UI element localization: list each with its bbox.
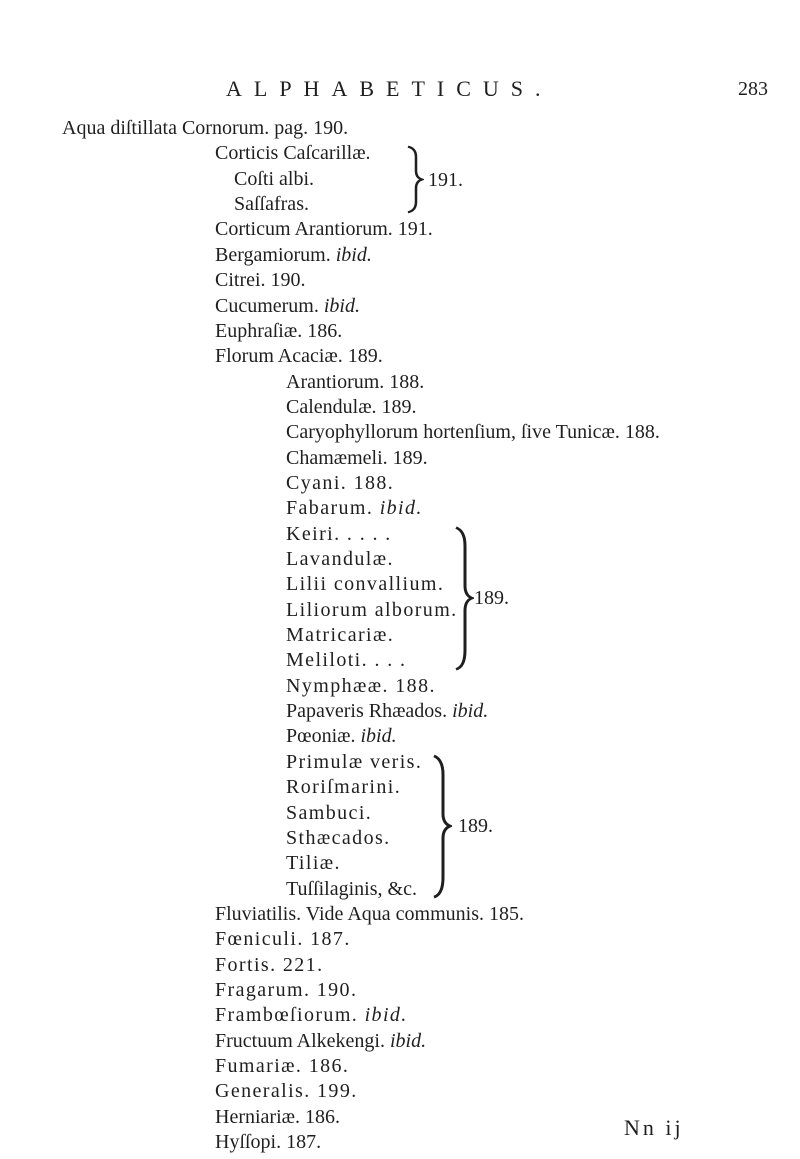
index-line: Meliloti. . . . — [286, 649, 407, 672]
index-line: Pœoniæ. ibid. — [286, 725, 397, 748]
index-line: Citrei. 190. — [215, 269, 306, 292]
index-line: Calendulæ. 189. — [286, 395, 417, 418]
brace-page-ref: 189. — [474, 587, 509, 609]
index-line: Herniariæ. 186. — [215, 1105, 340, 1128]
index-line: Fœniculi. 187. — [215, 928, 351, 951]
index-line: Arantiorum. 188. — [286, 370, 425, 393]
index-line: Florum Acaciæ. 189. — [215, 345, 383, 368]
index-line: Bergamiorum. ibid. — [215, 243, 372, 266]
index-line: Nymphææ. 188. — [286, 674, 436, 697]
brace-icon — [430, 754, 452, 899]
index-line: Fragarum. 190. — [215, 978, 358, 1001]
index-line: Cucumerum. ibid. — [215, 294, 360, 317]
brace-page-ref: 191. — [428, 168, 463, 191]
index-line: Matricariæ. — [286, 624, 395, 646]
brace-icon — [452, 526, 474, 671]
brace-icon — [404, 145, 424, 214]
index-line: Hyſſopi. 187. — [215, 1131, 322, 1153]
brace-page-ref: 189. — [458, 815, 493, 838]
page-number: 283 — [738, 78, 768, 100]
index-line: Primulæ veris. — [286, 750, 423, 773]
index-line: Sambuci. — [286, 801, 373, 824]
index-line: Corticis Caſcarillæ. — [215, 142, 371, 165]
index-line: Cyani. 188. — [286, 471, 395, 494]
index-line: Frambœſiorum. ibid. — [215, 1004, 408, 1027]
index-line: Lilii convallium. — [286, 573, 445, 596]
index-line: Liliorum alborum. — [286, 598, 458, 621]
index-line: Corticum Arantiorum. 191. — [215, 218, 433, 241]
index-line: Sthæcados. — [286, 826, 391, 849]
signature-mark: Nn ij — [624, 1114, 684, 1140]
index-line: Generalis. 199. — [215, 1080, 358, 1103]
index-line: Fumariæ. 186. — [215, 1055, 350, 1077]
index-line: Keiri. . . . . — [286, 522, 392, 545]
index-line: Tuſſilaginis, &c. — [286, 877, 417, 900]
index-line: Tiliæ. — [286, 852, 341, 875]
running-title: ALPHABETICUS. — [226, 76, 553, 101]
index-line: Lavandulæ. — [286, 548, 394, 570]
index-line: Fructuum Alkekengi. ibid. — [215, 1029, 427, 1052]
index-line: Chamæmeli. 189. — [286, 446, 428, 469]
index-line: Roriſmarini. — [286, 776, 402, 799]
index-line: Caryophyllorum hortenſium, ſive Tunicæ. 188. — [286, 421, 660, 444]
index-line: Saſſafras. — [234, 193, 309, 216]
index-line: Coſti albi. — [234, 167, 314, 190]
index-line: Fabarum. ibid. — [286, 497, 423, 520]
index-line: Euphraſiæ. 186. — [215, 319, 343, 342]
index-line: Papaveris Rhæados. ibid. — [286, 700, 489, 723]
index-line: Fortis. 221. — [215, 953, 324, 976]
index-line: Aqua diſtillata Cornorum. pag. 190. — [62, 117, 349, 139]
index-line: Fluviatilis. Vide Aqua communis. 185. — [215, 902, 524, 925]
